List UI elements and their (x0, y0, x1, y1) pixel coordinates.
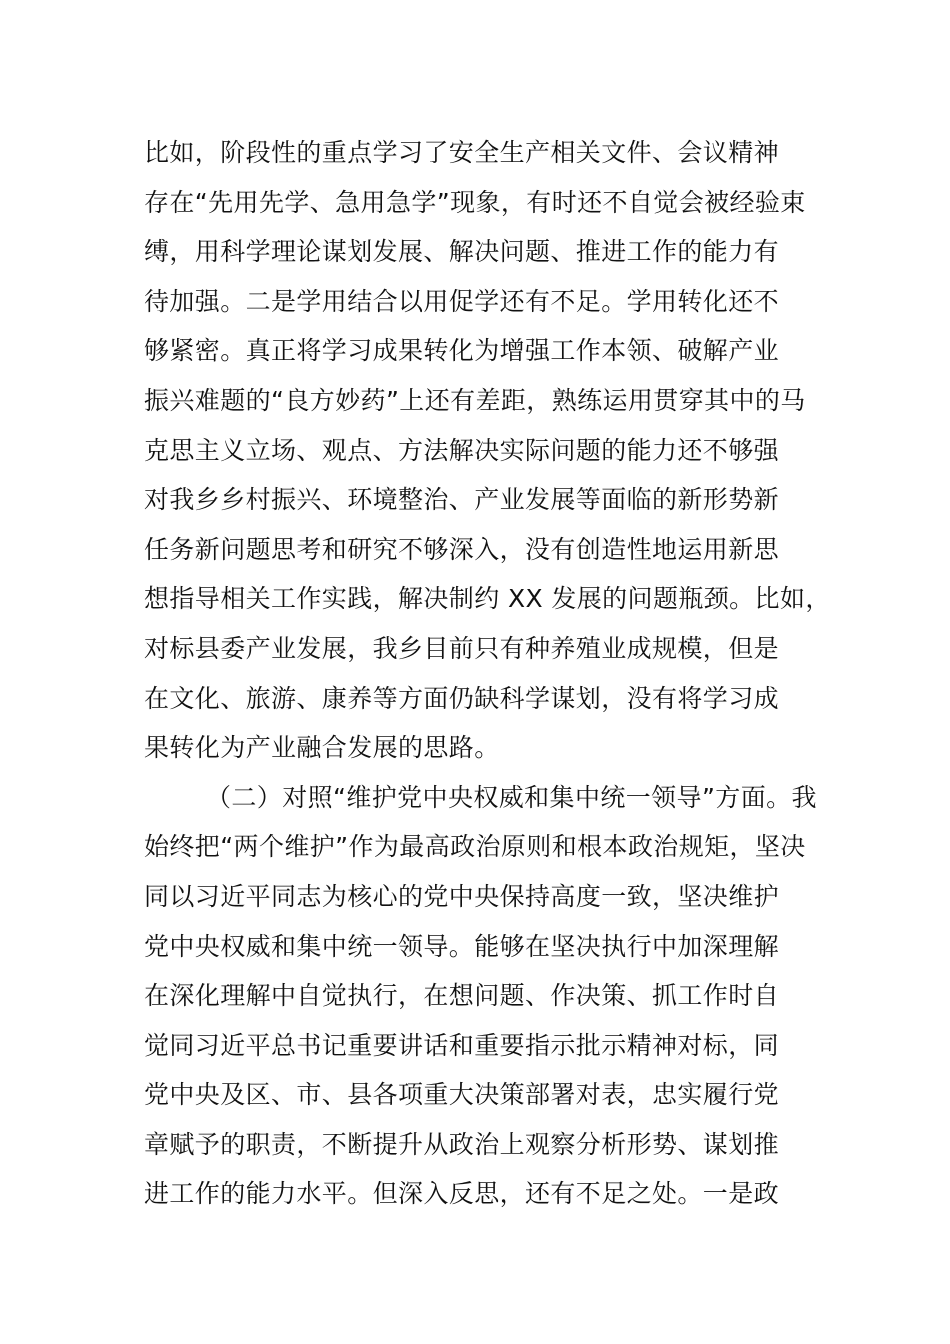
text-line: 同以习近平同志为核心的党中央保持高度一致，坚决维护 (144, 881, 780, 911)
text-line: 在文化、旅游、康养等方面仍缺科学谋划，没有将学习成 (144, 683, 780, 713)
text-line: 对标县委产业发展，我乡目前只有种养殖业成规模，但是 (144, 633, 780, 663)
text-line: 缚，用科学理论谋划发展、解决问题、推进工作的能力有 (144, 237, 780, 267)
text-line: 党中央及区、市、县各项重大决策部署对表，忠实履行党 (144, 1080, 780, 1110)
text-line: 对我乡乡村振兴、环境整治、产业发展等面临的新形势新 (144, 485, 780, 515)
text-line: 存在“先用先学、急用急学”现象，有时还不自觉会被经验束 (144, 187, 806, 217)
text-line: 比如，阶段性的重点学习了安全生产相关文件、会议精神 (144, 138, 780, 167)
text-line: 党中央权威和集中统一领导。能够在坚决执行中加深理解 (144, 931, 780, 961)
text-line: 待加强。二是学用结合以用促学还有不足。学用转化还不 (144, 286, 780, 316)
text-line: 够紧密。真正将学习成果转化为增强工作本领、破解产业 (144, 336, 780, 366)
text-line: 始终把“两个维护”作为最高政治原则和根本政治规矩，坚决 (144, 832, 806, 862)
text-line: 觉同习近平总书记重要讲话和重要指示批示精神对标，同 (144, 1030, 780, 1060)
text-line: 果转化为产业融合发展的思路。 (144, 733, 500, 763)
text-line: 进工作的能力水平。但深入反思，还有不足之处。一是政 (144, 1179, 780, 1209)
text-line: 章赋予的职责，不断提升从政治上观察分析形势、谋划推 (144, 1129, 780, 1159)
text-line: 振兴难题的“良方妙药”上还有差距，熟练运用贯穿其中的马 (144, 385, 806, 415)
document-body (144, 128, 844, 1219)
section-heading-line: （二）对照“维护党中央权威和集中统一领导”方面。我 (206, 782, 817, 812)
text-line: 想指导相关工作实践，解决制约 XX 发展的问题瓶颈。比如， (144, 584, 831, 614)
text-line: 在深化理解中自觉执行，在想问题、作决策、抓工作时自 (144, 981, 780, 1011)
text-line: 克思主义立场、观点、方法解决实际问题的能力还不够强 (144, 435, 780, 465)
text-line: 任务新问题思考和研究不够深入，没有创造性地运用新思 (144, 534, 780, 564)
